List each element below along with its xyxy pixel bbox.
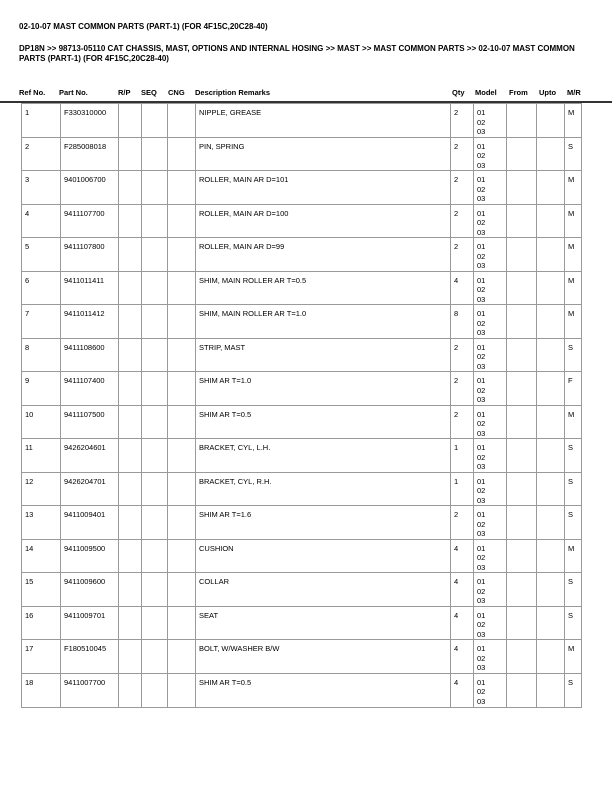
model-code: 01 [477, 208, 486, 218]
rp-cell [119, 171, 142, 205]
qty-cell: 2 [451, 506, 474, 540]
model-code: 02 [477, 218, 486, 227]
mr-cell: M [565, 271, 582, 305]
model-cell [474, 439, 507, 473]
rp-cell [119, 305, 142, 339]
model-code: 02 [477, 419, 486, 428]
model-cell [474, 238, 507, 272]
header-cng: CNG [168, 88, 185, 97]
description-cell: NIPPLE, GREASE [196, 104, 451, 138]
model-code: 02 [477, 653, 486, 663]
description-cell: SHIM AR T=1.6 [196, 506, 451, 540]
from-cell [507, 104, 537, 138]
mr-cell: S [565, 573, 582, 607]
model-code: 03 [477, 127, 486, 136]
qty-cell: 4 [451, 673, 474, 707]
upto-cell [537, 204, 565, 238]
upto-cell [537, 137, 565, 171]
ref-no-cell: 9 [22, 372, 61, 406]
cng-cell [168, 573, 196, 607]
description-cell: STRIP, MAST [196, 338, 451, 372]
model-code: 03 [477, 529, 486, 538]
ref-no-cell: 7 [22, 305, 61, 339]
mr-cell: M [565, 640, 582, 674]
ref-no-cell: 3 [22, 171, 61, 205]
model-code: 01 [477, 443, 486, 452]
from-cell [507, 271, 537, 305]
description-cell: ROLLER, MAIN AR D=99 [196, 238, 451, 272]
upto-cell [537, 640, 565, 674]
part-no-cell: 9411108600 [61, 338, 119, 372]
cng-cell [168, 305, 196, 339]
from-cell [507, 472, 537, 506]
seq-cell [142, 104, 168, 138]
header-ref-no: Ref No. [19, 88, 46, 97]
model-code: 03 [477, 395, 486, 404]
part-no-cell: F180510045 [61, 640, 119, 674]
model-code: 02 [477, 519, 486, 529]
ref-no-cell: 11 [22, 439, 61, 473]
seq-cell [142, 573, 168, 607]
model-cell [474, 305, 507, 339]
ref-no-cell: 15 [22, 573, 61, 607]
from-cell [507, 606, 537, 640]
model-cell [474, 171, 507, 205]
cng-cell [168, 271, 196, 305]
rp-cell [119, 104, 142, 138]
ref-no-cell: 4 [22, 204, 61, 238]
table-row [22, 271, 582, 305]
rp-cell [119, 640, 142, 674]
header-part-no: Part No. [59, 88, 88, 97]
seq-cell [142, 606, 168, 640]
description-cell: BOLT, W/WASHER B/W [196, 640, 451, 674]
qty-cell: 4 [451, 539, 474, 573]
model-code: 02 [477, 285, 486, 294]
cng-cell [168, 506, 196, 540]
table-row [22, 506, 582, 540]
model-code: 02 [477, 318, 486, 328]
description-cell: BRACKET, CYL, R.H. [196, 472, 451, 506]
model-code: 02 [477, 553, 486, 562]
cng-cell [168, 204, 196, 238]
ref-no-cell: 16 [22, 606, 61, 640]
cng-cell [168, 338, 196, 372]
model-cell [474, 539, 507, 573]
part-no-cell: 9411107800 [61, 238, 119, 272]
header-seq: SEQ [141, 88, 157, 97]
seq-cell [142, 305, 168, 339]
cng-cell [168, 640, 196, 674]
upto-cell [537, 539, 565, 573]
part-no-cell: 9411107500 [61, 405, 119, 439]
model-cell [474, 338, 507, 372]
qty-cell: 2 [451, 104, 474, 138]
model-code: 03 [477, 261, 486, 270]
from-cell [507, 338, 537, 372]
model-code: 03 [477, 227, 486, 237]
ref-no-cell: 18 [22, 673, 61, 707]
from-cell [507, 439, 537, 473]
description-cell: SHIM, MAIN ROLLER AR T=1.0 [196, 305, 451, 339]
model-cell [474, 573, 507, 607]
qty-cell: 2 [451, 338, 474, 372]
table-row [22, 472, 582, 506]
table-row [22, 673, 582, 707]
seq-cell [142, 673, 168, 707]
model-cell [474, 506, 507, 540]
part-no-cell: 9411009600 [61, 573, 119, 607]
part-no-cell: 9426204701 [61, 472, 119, 506]
mr-cell: M [565, 405, 582, 439]
qty-cell: 1 [451, 472, 474, 506]
model-code: 01 [477, 577, 486, 586]
model-code: 03 [477, 160, 486, 170]
upto-cell [537, 372, 565, 406]
mr-cell: S [565, 472, 582, 506]
rp-cell [119, 372, 142, 406]
model-code: 01 [477, 543, 486, 553]
qty-cell: 4 [451, 573, 474, 607]
mr-cell: S [565, 338, 582, 372]
model-code: 01 [477, 342, 486, 352]
table-row [22, 338, 582, 372]
qty-cell: 8 [451, 305, 474, 339]
seq-cell [142, 640, 168, 674]
description-cell: COLLAR [196, 573, 451, 607]
description-cell: SEAT [196, 606, 451, 640]
description-cell: SHIM AR T=1.0 [196, 372, 451, 406]
seq-cell [142, 405, 168, 439]
part-no-cell: 9426204601 [61, 439, 119, 473]
table-row [22, 137, 582, 171]
rp-cell [119, 137, 142, 171]
model-code: 01 [477, 175, 486, 184]
from-cell [507, 506, 537, 540]
table-row [22, 104, 582, 138]
from-cell [507, 238, 537, 272]
rp-cell [119, 439, 142, 473]
seq-cell [142, 506, 168, 540]
header-rp: R/P [118, 88, 131, 97]
model-code: 01 [477, 242, 486, 251]
model-code: 03 [477, 428, 486, 438]
model-cell [474, 271, 507, 305]
ref-no-cell: 17 [22, 640, 61, 674]
upto-cell [537, 271, 565, 305]
model-cell [474, 204, 507, 238]
mr-cell: S [565, 606, 582, 640]
part-no-cell: 9411009500 [61, 539, 119, 573]
seq-cell [142, 204, 168, 238]
model-code: 03 [477, 696, 486, 706]
cng-cell [168, 405, 196, 439]
ref-no-cell: 2 [22, 137, 61, 171]
from-cell [507, 405, 537, 439]
breadcrumb: DP18N >> 98713-05110 CAT CHASSIS, MAST, OPTIONS AND INTERNAL HOSING >> MAST >> MAST COMMON PARTS >> 02-10-07 MAST COMMON PARTS (PART-1) (FOR 4F15C,20C28-40) [19, 44, 575, 63]
description-cell: PIN, SPRING [196, 137, 451, 171]
upto-cell [537, 673, 565, 707]
cng-cell [168, 137, 196, 171]
model-code: 03 [477, 495, 486, 505]
mr-cell: S [565, 673, 582, 707]
rp-cell [119, 472, 142, 506]
qty-cell: 2 [451, 372, 474, 406]
rp-cell [119, 673, 142, 707]
rp-cell [119, 338, 142, 372]
header-upto: Upto [539, 88, 557, 97]
header-model: Model [475, 88, 497, 97]
model-code: 03 [477, 596, 486, 605]
mr-cell: S [565, 439, 582, 473]
description-cell: BRACKET, CYL, L.H. [196, 439, 451, 473]
qty-cell: 4 [451, 640, 474, 674]
seq-cell [142, 271, 168, 305]
table-row [22, 573, 582, 607]
upto-cell [537, 104, 565, 138]
model-code: 01 [477, 677, 486, 687]
cng-cell [168, 439, 196, 473]
header-description: Description Remarks [195, 88, 271, 97]
ref-no-cell: 5 [22, 238, 61, 272]
from-cell [507, 573, 537, 607]
upto-cell [537, 606, 565, 640]
ref-no-cell: 13 [22, 506, 61, 540]
model-code: 02 [477, 151, 486, 160]
model-code: 01 [477, 610, 486, 620]
from-cell [507, 204, 537, 238]
qty-cell: 4 [451, 606, 474, 640]
model-code: 03 [477, 562, 486, 572]
upto-cell [537, 405, 565, 439]
table-row [22, 305, 582, 339]
part-no-cell: 9411009401 [61, 506, 119, 540]
from-cell [507, 539, 537, 573]
mr-cell: S [565, 506, 582, 540]
parts-table-body [22, 104, 582, 708]
part-no-cell: 9411007700 [61, 673, 119, 707]
model-code: 02 [477, 352, 486, 361]
part-no-cell: 9411011412 [61, 305, 119, 339]
model-cell [474, 372, 507, 406]
upto-cell [537, 472, 565, 506]
part-no-cell: F330310000 [61, 104, 119, 138]
upto-cell [537, 573, 565, 607]
description-cell: CUSHION [196, 539, 451, 573]
ref-no-cell: 14 [22, 539, 61, 573]
parts-table [21, 103, 582, 708]
cng-cell [168, 673, 196, 707]
qty-cell: 2 [451, 204, 474, 238]
cng-cell [168, 539, 196, 573]
table-row [22, 171, 582, 205]
seq-cell [142, 238, 168, 272]
rp-cell [119, 539, 142, 573]
part-no-cell: 9411011411 [61, 271, 119, 305]
page-title: 02-10-07 MAST COMMON PARTS (PART-1) (FOR 4F15C,20C28-40) [19, 22, 268, 31]
seq-cell [142, 439, 168, 473]
model-code: 02 [477, 117, 486, 127]
model-cell [474, 405, 507, 439]
model-cell [474, 104, 507, 138]
from-cell [507, 673, 537, 707]
cng-cell [168, 104, 196, 138]
qty-cell: 1 [451, 439, 474, 473]
from-cell [507, 305, 537, 339]
mr-cell: S [565, 137, 582, 171]
model-cell [474, 673, 507, 707]
model-code: 01 [477, 510, 486, 519]
model-code: 02 [477, 251, 486, 261]
model-cell [474, 606, 507, 640]
seq-cell [142, 137, 168, 171]
mr-cell: F [565, 372, 582, 406]
cng-cell [168, 372, 196, 406]
cng-cell [168, 238, 196, 272]
model-code: 01 [477, 309, 486, 318]
description-cell: ROLLER, MAIN AR D=100 [196, 204, 451, 238]
qty-cell: 2 [451, 137, 474, 171]
rp-cell [119, 271, 142, 305]
table-row [22, 372, 582, 406]
description-cell: SHIM, MAIN ROLLER AR T=0.5 [196, 271, 451, 305]
qty-cell: 2 [451, 171, 474, 205]
from-cell [507, 372, 537, 406]
mr-cell: M [565, 104, 582, 138]
model-code: 02 [477, 586, 486, 596]
rp-cell [119, 606, 142, 640]
model-cell [474, 472, 507, 506]
description-cell: SHIM AR T=0.5 [196, 405, 451, 439]
model-cell [474, 640, 507, 674]
description-cell: SHIM AR T=0.5 [196, 673, 451, 707]
upto-cell [537, 439, 565, 473]
rp-cell [119, 405, 142, 439]
part-no-cell: 9411107400 [61, 372, 119, 406]
from-cell [507, 137, 537, 171]
qty-cell: 4 [451, 271, 474, 305]
from-cell [507, 171, 537, 205]
qty-cell: 2 [451, 405, 474, 439]
seq-cell [142, 171, 168, 205]
part-no-cell: 9401006700 [61, 171, 119, 205]
upto-cell [537, 338, 565, 372]
mr-cell: M [565, 305, 582, 339]
mr-cell: M [565, 204, 582, 238]
part-no-cell: 9411107700 [61, 204, 119, 238]
table-row [22, 204, 582, 238]
ref-no-cell: 1 [22, 104, 61, 138]
model-code: 01 [477, 275, 486, 285]
part-no-cell: F285008018 [61, 137, 119, 171]
part-no-cell: 9411009701 [61, 606, 119, 640]
seq-cell [142, 372, 168, 406]
table-row [22, 238, 582, 272]
qty-cell: 2 [451, 238, 474, 272]
table-row [22, 405, 582, 439]
description-cell: ROLLER, MAIN AR D=101 [196, 171, 451, 205]
mr-cell: M [565, 171, 582, 205]
model-code: 01 [477, 644, 486, 653]
table-row [22, 606, 582, 640]
seq-cell [142, 472, 168, 506]
model-cell [474, 137, 507, 171]
model-code: 01 [477, 476, 486, 486]
model-code: 01 [477, 141, 486, 151]
model-code: 02 [477, 687, 486, 696]
ref-no-cell: 10 [22, 405, 61, 439]
model-code: 02 [477, 486, 486, 495]
ref-no-cell: 8 [22, 338, 61, 372]
cng-cell [168, 171, 196, 205]
model-code: 03 [477, 629, 486, 639]
model-code: 03 [477, 294, 486, 304]
upto-cell [537, 506, 565, 540]
rp-cell [119, 573, 142, 607]
model-code: 03 [477, 663, 486, 672]
rp-cell [119, 204, 142, 238]
from-cell [507, 640, 537, 674]
model-code: 02 [477, 184, 486, 194]
rp-cell [119, 238, 142, 272]
model-code: 01 [477, 108, 486, 117]
cng-cell [168, 472, 196, 506]
seq-cell [142, 338, 168, 372]
mr-cell: M [565, 238, 582, 272]
table-row [22, 439, 582, 473]
table-row [22, 539, 582, 573]
model-code: 03 [477, 361, 486, 371]
model-code: 01 [477, 409, 486, 419]
model-code: 02 [477, 620, 486, 629]
cng-cell [168, 606, 196, 640]
upto-cell [537, 238, 565, 272]
model-code: 03 [477, 194, 486, 203]
model-code: 02 [477, 452, 486, 462]
model-code: 02 [477, 385, 486, 395]
header-mr: M/R [567, 88, 581, 97]
header-from: From [509, 88, 528, 97]
mr-cell: M [565, 539, 582, 573]
model-code: 03 [477, 328, 486, 337]
seq-cell [142, 539, 168, 573]
header-qty: Qty [452, 88, 465, 97]
model-code: 03 [477, 462, 486, 471]
ref-no-cell: 12 [22, 472, 61, 506]
upto-cell [537, 305, 565, 339]
model-code: 01 [477, 376, 486, 385]
ref-no-cell: 6 [22, 271, 61, 305]
upto-cell [537, 171, 565, 205]
rp-cell [119, 506, 142, 540]
table-row [22, 640, 582, 674]
